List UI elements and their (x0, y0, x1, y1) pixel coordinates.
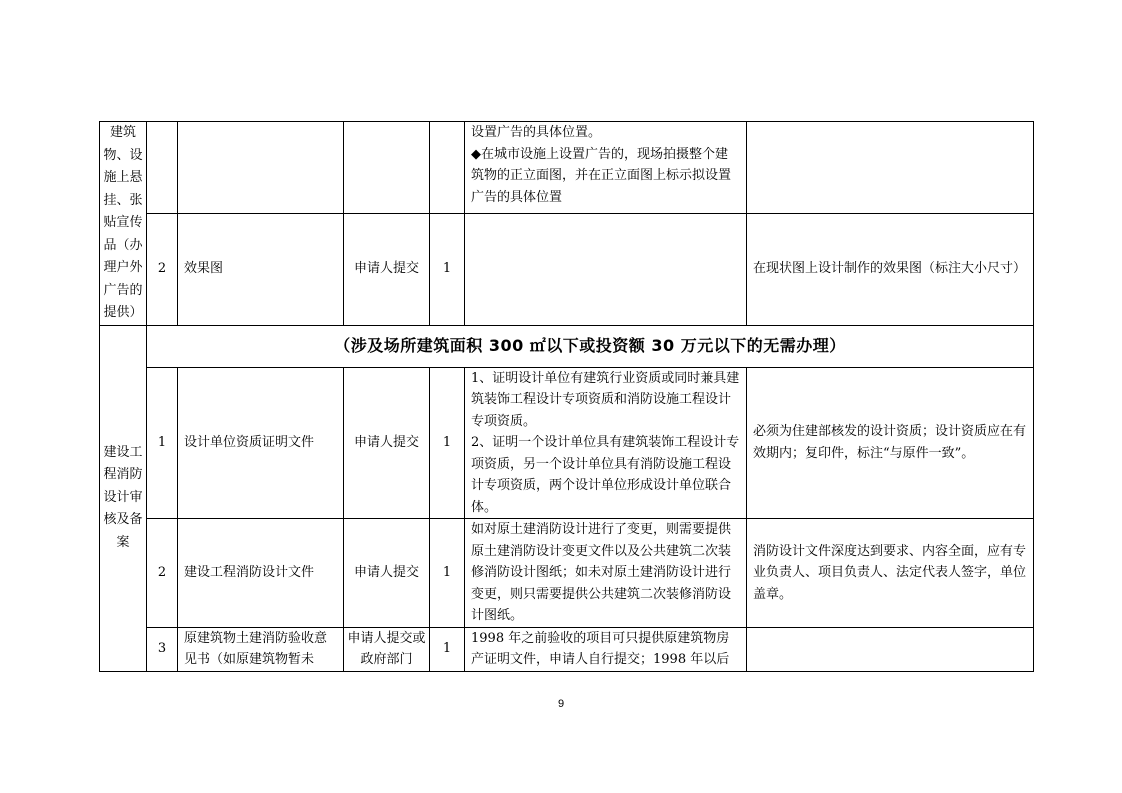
material-name-cell (178, 122, 344, 214)
section-header: （涉及场所建筑面积 300 ㎡以下或投资额 30 万元以下的无需办理） (147, 325, 1034, 367)
description-cell: 设置广告的具体位置。 ◆在城市设施上设置广告的，现场拍摄整个建筑物的正立面图，并在正立面图上标示拟设置广告的具体位置 (465, 122, 747, 214)
note-cell: 在现状图上设计制作的效果图（标注大小尺寸） (747, 213, 1034, 325)
copies-cell: 1 (430, 519, 465, 628)
no-cell: 1 (147, 367, 178, 519)
copies-cell (430, 122, 465, 214)
source-cell (344, 122, 430, 214)
requirements-table (99, 121, 1034, 672)
material-name-cell: 建设工程消防设计文件 (178, 519, 344, 628)
source-cell: 申请人提交 (344, 519, 430, 628)
description-cell: 1998 年之前验收的项目可只提供原建筑物房产证明文件，申请人自行提交；1998 年以后 (465, 627, 747, 671)
no-cell (147, 122, 178, 214)
category-fire-design: 建设工程消防设计审核及备案 (100, 325, 147, 671)
no-cell: 3 (147, 627, 178, 671)
category-outdoor-ad: 建筑物、设施上悬挂、张贴宣传品（办理户外广告的提供） (100, 122, 147, 326)
note-cell (747, 627, 1034, 671)
description-cell: 1、证明设计单位有建筑行业资质或同时兼具建筑装饰工程设计专项资质和消防设施工程设计专项资质。 2、证明一个设计单位具有建筑装饰工程设计专项资质，另一个设计单位具有消防设施工程设计专项资质，两个设计单位形成设计单位联合体。 (465, 367, 747, 519)
table-row (100, 367, 1034, 519)
no-cell: 2 (147, 519, 178, 628)
note-cell: 必须为住建部核发的设计资质；设计资质应在有效期内；复印件，标注“与原件一致”。 (747, 367, 1034, 519)
copies-cell: 1 (430, 213, 465, 325)
description-cell (465, 213, 747, 325)
table-row (100, 122, 1034, 214)
table-row (100, 519, 1034, 628)
source-cell: 申请人提交 (344, 213, 430, 325)
source-cell: 申请人提交或政府部门 (344, 627, 430, 671)
material-name-cell: 原建筑物土建消防验收意见书（如原建筑物暂未 (178, 627, 344, 671)
page-number: 9 (557, 698, 565, 710)
source-cell: 申请人提交 (344, 367, 430, 519)
no-cell: 2 (147, 213, 178, 325)
copies-cell: 1 (430, 627, 465, 671)
note-cell: 消防设计文件深度达到要求、内容全面，应有专业负责人、项目负责人、法定代表人签字，单位盖章。 (747, 519, 1034, 628)
table-row (100, 325, 1034, 367)
material-name-cell: 效果图 (178, 213, 344, 325)
description-cell: 如对原土建消防设计进行了变更，则需要提供原土建消防设计变更文件以及公共建筑二次装修消防设计图纸；如未对原土建消防设计进行变更，则只需要提供公共建筑二次装修消防设计图纸。 (465, 519, 747, 628)
copies-cell: 1 (430, 367, 465, 519)
material-name-cell: 设计单位资质证明文件 (178, 367, 344, 519)
note-cell (747, 122, 1034, 214)
table-row (100, 627, 1034, 671)
table-row (100, 213, 1034, 325)
